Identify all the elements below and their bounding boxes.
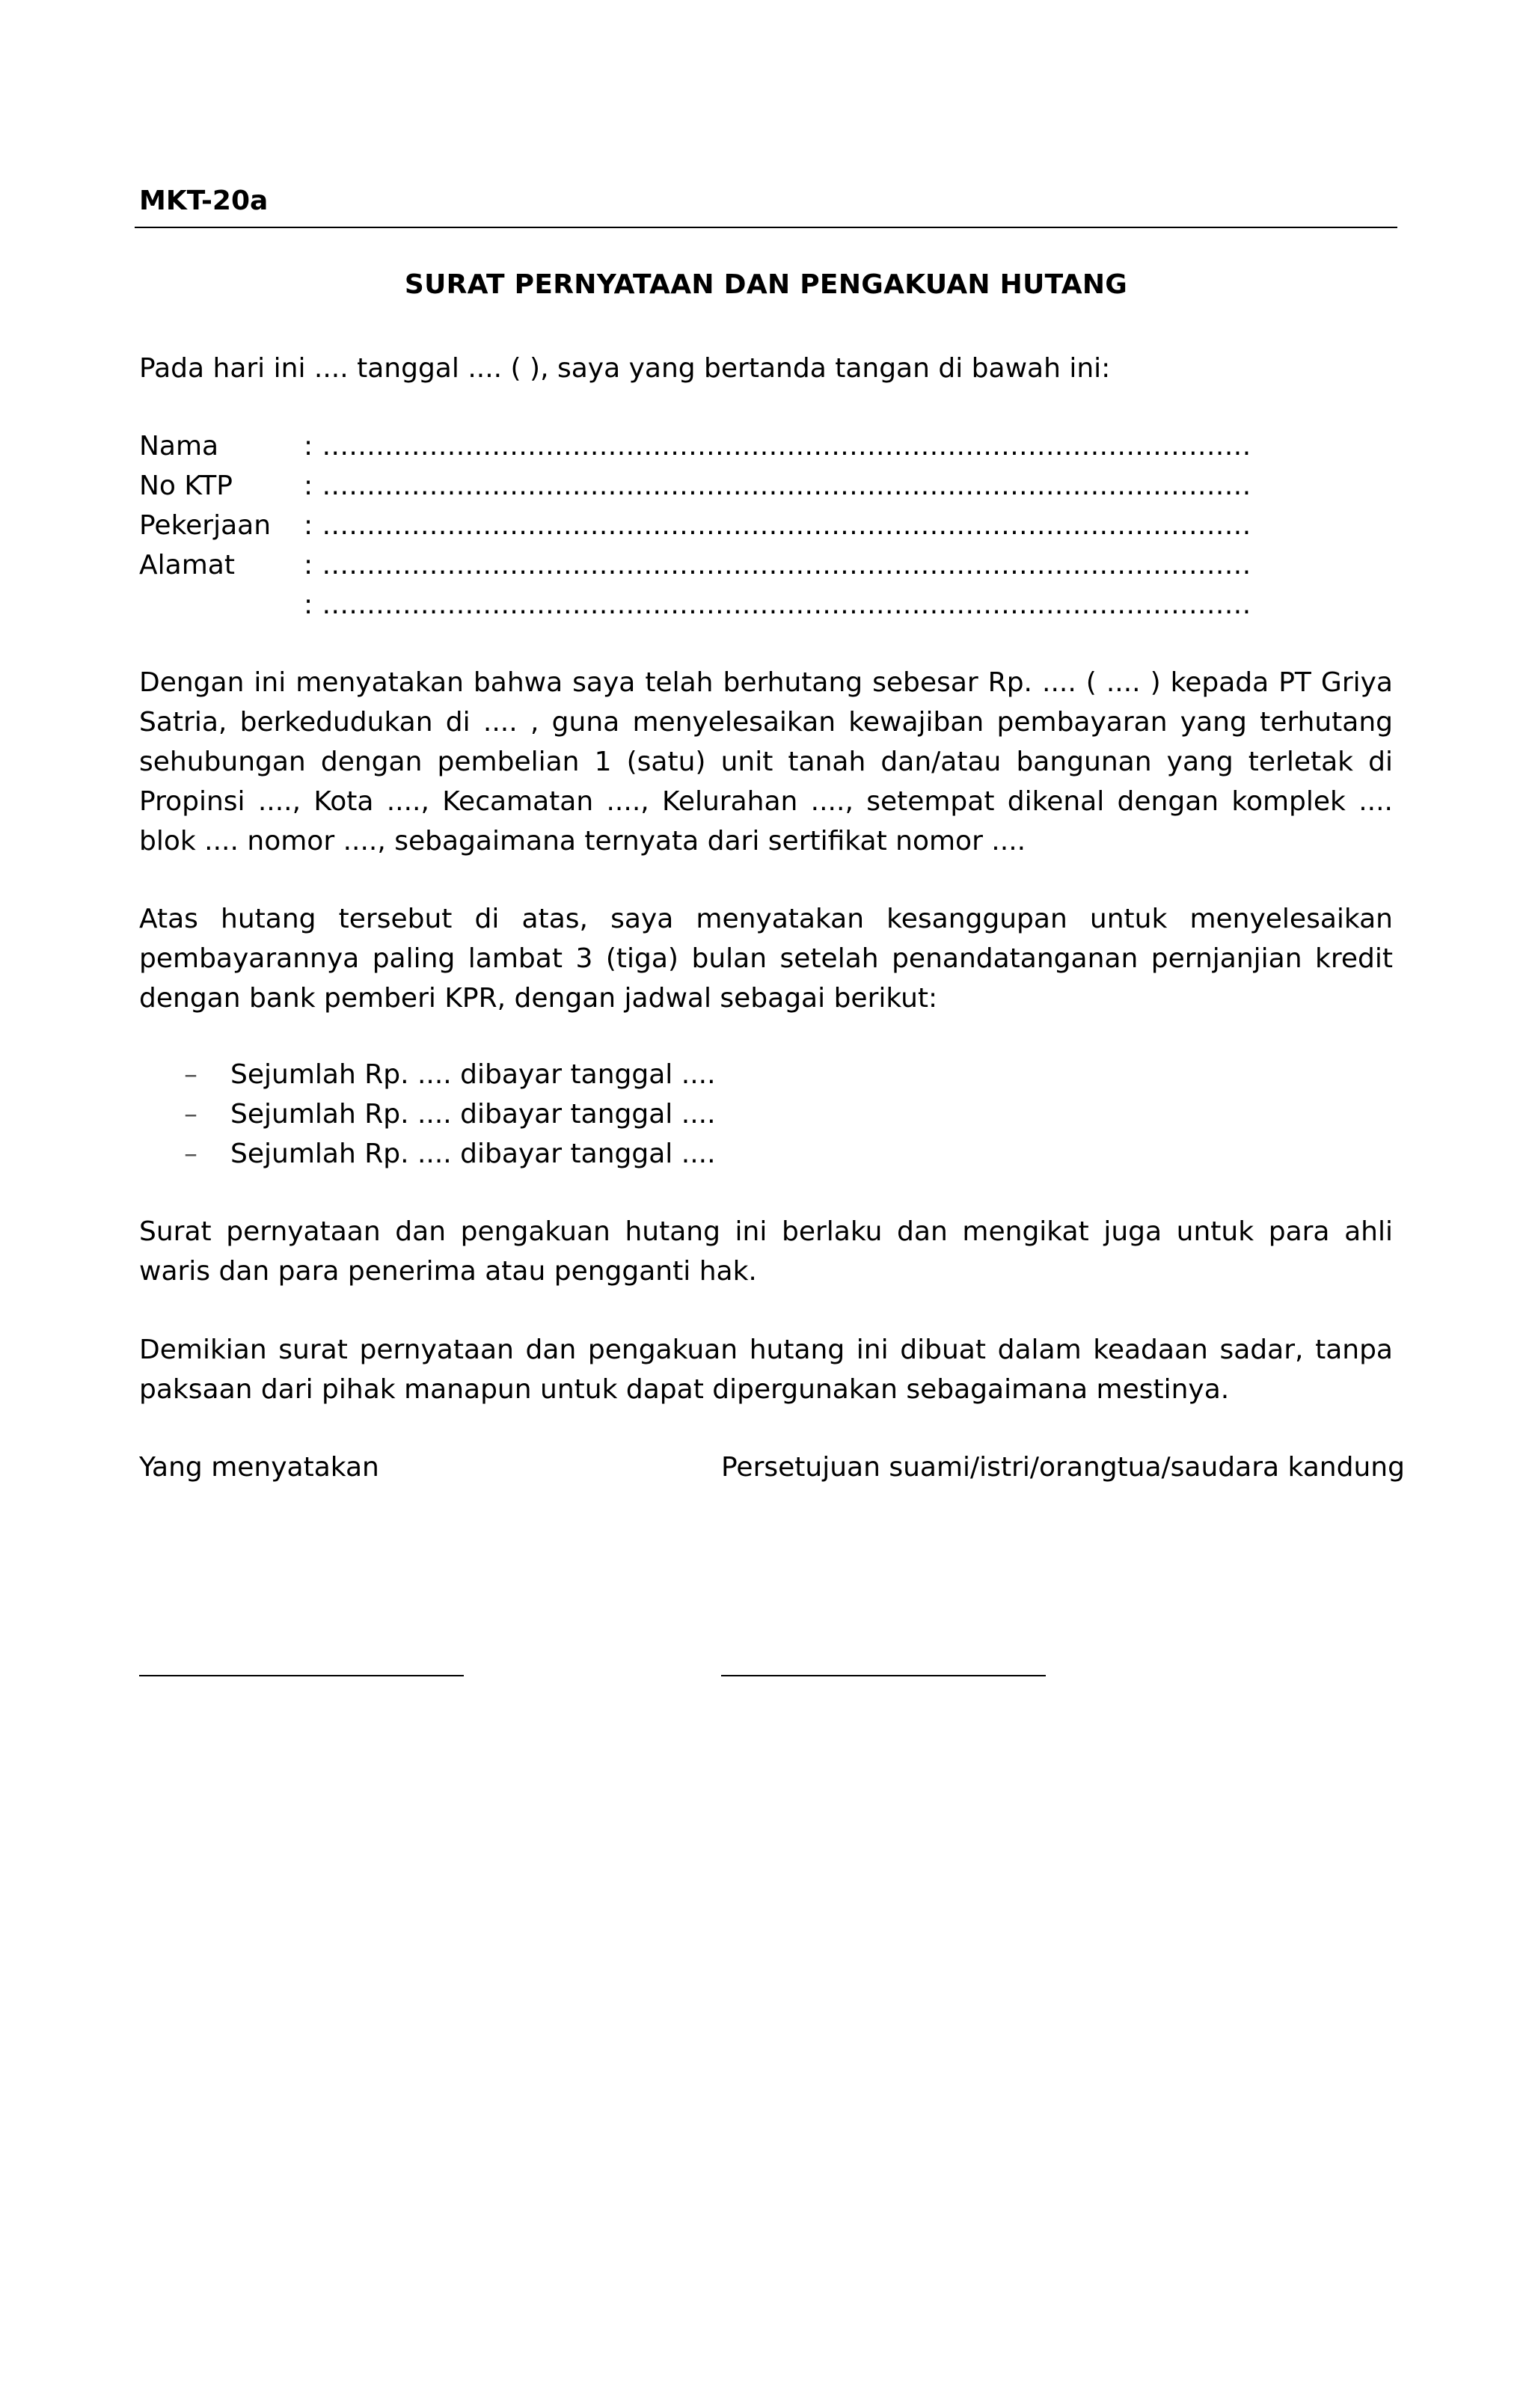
- signature-label-declarant: Yang menyatakan: [139, 1452, 379, 1483]
- list-item: [139, 1055, 1037, 1094]
- field-row-address: [139, 545, 1261, 585]
- signature-line-consent: [721, 1675, 1046, 1676]
- closing-paragraph: Demikian surat pernyataan dan pengakuan hutang ini dibuat dalam keadaan sadar, tanpa paksaan dari pihak manapun untuk dapat dipergunakan sebagaimana mestinya.: [139, 1335, 1393, 1405]
- form-code: MKT-20a: [139, 186, 269, 216]
- dash-bullet-icon: –: [184, 1099, 197, 1130]
- debt-paragraph: Dengan ini menyatakan bahwa saya telah berhutang sebesar Rp. .... ( .... ) kepada PT Griya Satria, berkedudukan di .... , guna menyelesaikan kewajiban pembayaran yang terhutang sehubungan dengan pembelian 1 (satu) unit tanah dan/atau bangunan yang terletak di Propinsi ...., Kota ...., Kecamatan ...., Kelurahan ...., setempat dikenal dengan komplek .... blok .... nomor ...., sebagaimana ternyata dari sertifikat nomor ....: [139, 667, 1393, 857]
- dash-bullet-icon: –: [184, 1059, 197, 1090]
- commitment-paragraph: Atas hutang tersebut di atas, saya menyatakan kesanggupan untuk menyelesaikan pembayarannya paling lambat 3 (tiga) bulan setelah penandatanganan pernjanjian kredit dengan bank pemberi KPR, dengan jadwal sebagai berikut:: [139, 904, 1393, 1014]
- field-value-ktp: : ........................................................................................................: [304, 471, 1251, 501]
- field-label-name: Nama: [139, 431, 219, 462]
- field-label-address: Alamat: [139, 550, 235, 580]
- intro-paragraph: Pada hari ini .... tanggal .... ( ), saya yang bertanda tangan di bawah ini:: [139, 353, 1111, 384]
- field-value-address-cont: : ........................................................................................................: [304, 589, 1251, 620]
- signature-label-consent: Persetujuan suami/istri/orangtua/saudara kandung: [721, 1452, 1405, 1483]
- payment-schedule-list: [139, 1055, 1037, 1174]
- binding-paragraph: Surat pernyataan dan pengakuan hutang ini berlaku dan mengikat juga untuk para ahli waris dan para penerima atau pengganti hak.: [139, 1216, 1393, 1287]
- schedule-text: Sejumlah Rp. .... dibayar tanggal ....: [230, 1139, 716, 1169]
- schedule-text: Sejumlah Rp. .... dibayar tanggal ....: [230, 1099, 716, 1130]
- signature-line-declarant: [139, 1675, 464, 1676]
- schedule-text: Sejumlah Rp. .... dibayar tanggal ....: [230, 1059, 716, 1090]
- field-row-name: [139, 426, 1261, 466]
- field-row-address-cont: [139, 585, 1261, 625]
- header-divider: [135, 227, 1397, 228]
- identity-fields: [139, 426, 1261, 625]
- field-row-occupation: [139, 506, 1261, 545]
- field-value-name: : ........................................................................................................: [304, 431, 1251, 462]
- list-item: [139, 1134, 1037, 1174]
- field-row-ktp: [139, 466, 1261, 506]
- dash-bullet-icon: –: [184, 1139, 197, 1169]
- field-value-address: : ........................................................................................................: [304, 550, 1251, 580]
- document-title: SURAT PERNYATAAN DAN PENGAKUAN HUTANG: [404, 269, 1128, 300]
- field-value-occupation: : ........................................................................................................: [304, 510, 1251, 541]
- field-label-ktp: No KTP: [139, 471, 233, 501]
- list-item: [139, 1094, 1037, 1134]
- field-label-occupation: Pekerjaan: [139, 510, 272, 541]
